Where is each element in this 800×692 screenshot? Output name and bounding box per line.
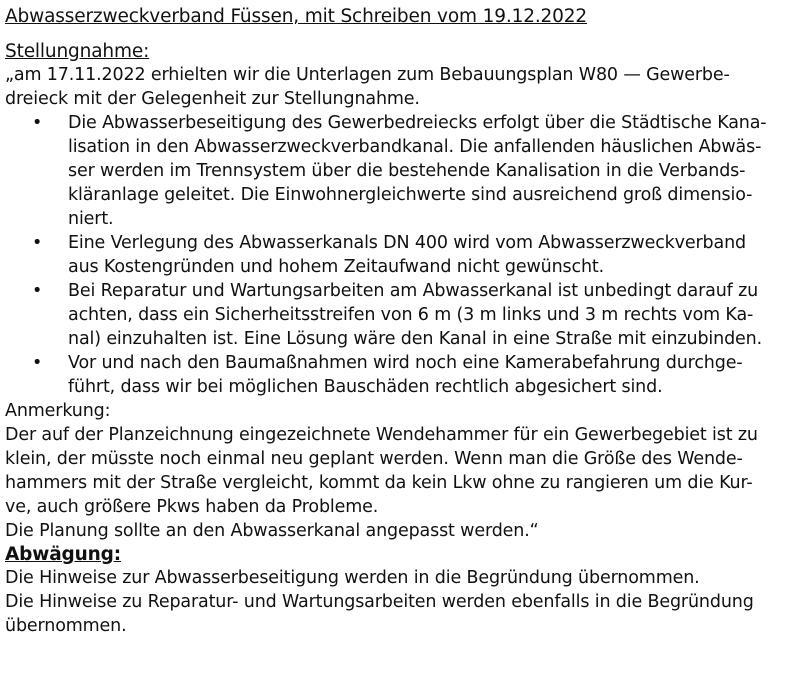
bullet-line: niert. xyxy=(68,209,114,229)
bullet-line: Eine Verlegung des Abwasserkanals DN 400 wird vom Abwasserzweckverband xyxy=(68,233,746,253)
bullet-item xyxy=(5,351,794,399)
anmerkung-paragraph xyxy=(5,423,794,543)
bullet-icon: • xyxy=(32,113,43,133)
abwaegung-line: Die Hinweise zu Reparatur- und Wartungsarbeiten werden ebenfalls in die Begründung xyxy=(5,592,754,612)
anmerkung-line: ve, auch größere Pkws haben da Probleme. xyxy=(5,497,379,517)
abwaegung-line: Die Hinweise zur Abwasserbeseitigung werden in die Begründung übernommen. xyxy=(5,568,700,588)
abwaegung-heading: Abwägung: xyxy=(5,544,122,565)
bullet-line: Die Abwasserbeseitigung des Gewerbedreiecks erfolgt über die Städtische Kana- xyxy=(68,113,767,133)
document-title: Abwasserzweckverband Füssen, mit Schreiben vom 19.12.2022 xyxy=(5,6,588,27)
bullet-item xyxy=(5,279,794,351)
bullet-list xyxy=(5,111,794,399)
bullet-line: ser werden im Trennsystem über die bestehende Kanalisation in die Verbands- xyxy=(68,161,746,181)
abwaegung-paragraph xyxy=(5,566,794,638)
stellungnahme-heading: Stellungnahme: xyxy=(5,41,150,62)
bullet-line: nal) einzuhalten ist. Eine Lösung wäre den Kanal in eine Straße mit einzubinden. xyxy=(68,329,763,349)
intro-paragraph xyxy=(5,63,794,111)
anmerkung-line: klein, der müsste noch einmal neu geplant werden. Wenn man die Größe des Wende- xyxy=(5,449,743,469)
intro-line: dreieck mit der Gelegenheit zur Stellungnahme. xyxy=(5,89,420,109)
anmerkung-label: Anmerkung: xyxy=(5,401,111,421)
intro-line: „am 17.11.2022 erhielten wir die Unterlagen zum Bebauungsplan W80 — Gewerbe- xyxy=(5,65,730,85)
bullet-line: führt, dass wir bei möglichen Bauschäden rechtlich abgesichert sind. xyxy=(68,377,663,397)
bullet-line: aus Kostengründen und hohem Zeitaufwand nicht gewünscht. xyxy=(68,257,605,277)
bullet-line: achten, dass ein Sicherheitsstreifen von 6 m (3 m links und 3 m rechts vom Ka- xyxy=(68,305,754,325)
bullet-icon: • xyxy=(32,353,43,373)
bullet-line: lisation in den Abwasserzweckverbandkanal. Die anfallenden häuslichen Abwäs- xyxy=(68,137,762,157)
bullet-line: Vor und nach den Baumaßnahmen wird noch eine Kamerabefahrung durchge- xyxy=(68,353,743,373)
bullet-item xyxy=(5,111,794,231)
bullet-line: kläranlage geleitet. Die Einwohnergleichwerte sind ausreichend groß dimensio- xyxy=(68,185,753,205)
abwaegung-line: übernommen. xyxy=(5,616,127,636)
bullet-icon: • xyxy=(32,281,43,301)
bullet-item xyxy=(5,231,794,279)
anmerkung-line: Der auf der Planzeichnung eingezeichnete Wendehammer für ein Gewerbegebiet ist zu xyxy=(5,425,758,445)
anmerkung-line: hammers mit der Straße vergleicht, kommt da kein Lkw ohne zu rangieren um die Kur- xyxy=(5,473,753,493)
bullet-icon: • xyxy=(32,233,43,253)
anmerkung-line: Die Planung sollte an den Abwasserkanal angepasst werden.“ xyxy=(5,521,539,541)
bullet-line: Bei Reparatur und Wartungsarbeiten am Abwasserkanal ist unbedingt darauf zu xyxy=(68,281,759,301)
